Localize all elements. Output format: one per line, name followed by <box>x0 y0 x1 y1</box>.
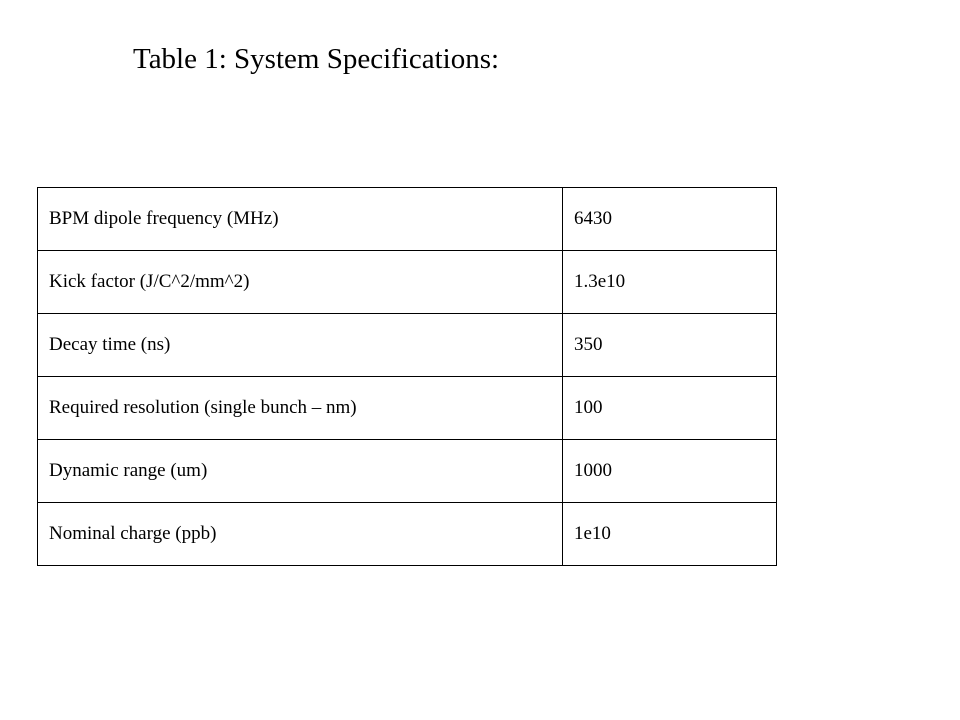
parameter-cell: Kick factor (J/C^2/mm^2) <box>38 251 563 314</box>
parameter-cell: Nominal charge (ppb) <box>38 503 563 566</box>
table-row <box>38 251 777 314</box>
value-cell: 1e10 <box>563 503 777 566</box>
parameter-cell: Dynamic range (um) <box>38 440 563 503</box>
parameter-cell: BPM dipole frequency (MHz) <box>38 188 563 251</box>
table-row <box>38 314 777 377</box>
table-row <box>38 503 777 566</box>
value-cell: 1000 <box>563 440 777 503</box>
parameter-cell: Required resolution (single bunch – nm) <box>38 377 563 440</box>
table-row <box>38 188 777 251</box>
value-cell: 100 <box>563 377 777 440</box>
parameter-cell: Decay time (ns) <box>38 314 563 377</box>
specifications-table <box>37 187 777 566</box>
value-cell: 1.3e10 <box>563 251 777 314</box>
value-cell: 6430 <box>563 188 777 251</box>
table-row <box>38 377 777 440</box>
table-row <box>38 440 777 503</box>
value-cell: 350 <box>563 314 777 377</box>
page-title: Table 1: System Specifications: <box>133 43 500 75</box>
